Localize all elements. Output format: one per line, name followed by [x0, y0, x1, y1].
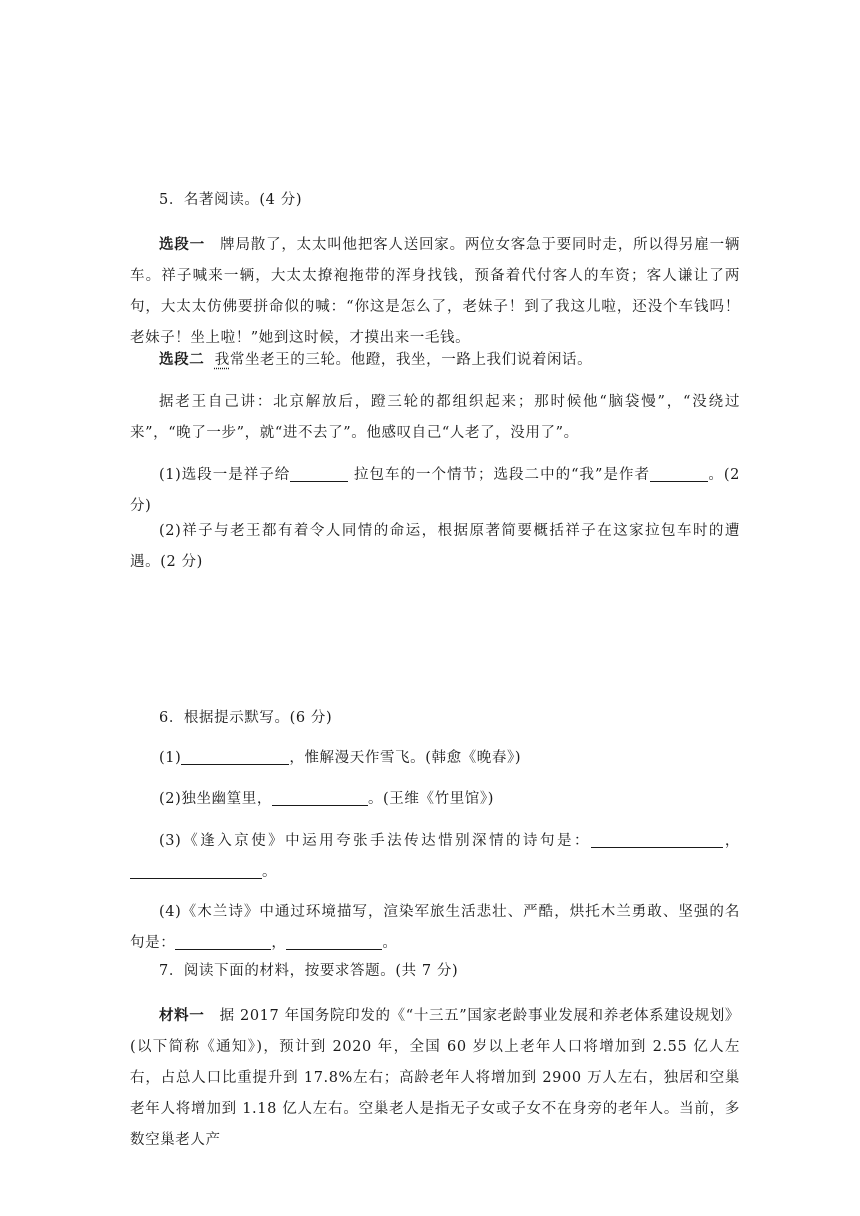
material1-text: 据 2017 年国务院印发的《“十三五”国家老龄事业发展和养老体系建设规划》(以下简称《通知》)，预计到 2020 年，全国 60 岁以上老年人口将增加到 2.55 亿人左右，占总人口比重提升到 17.8%左右；高龄老年人将增加到 2900 万人左右，独居和空巢老年人将增加到 1.18 亿人左右。空巢老人是指无子女或子女不在身旁的老年人。当前，多数空巢老人产 [130, 1008, 740, 1148]
q7-material1 [130, 1000, 740, 1156]
q5-heading: 5．名著阅读。(4 分) [159, 192, 303, 208]
answer-blank[interactable] [175, 931, 271, 950]
q5-sub2: (2)祥子与老王都有着令人同情的命运，根据原著简要概括祥子在这家拉包车时的遭遇。(2 分) [130, 523, 740, 570]
excerpt2-first-char: 我 [214, 352, 230, 368]
excerpt1-label: 选段一 [159, 236, 205, 253]
answer-blank[interactable] [272, 787, 368, 806]
q5-excerpt2-para2: 据老王自己讲：北京解放后，蹬三轮的都组织起来；那时候他“脑袋慢”，“没绕过来”，“晚了一步”，就“进不去了”。他感叹自己“人老了，没用了”。 [130, 394, 740, 441]
q5-excerpt2 [130, 344, 740, 376]
q5-excerpt1 [130, 229, 740, 354]
excerpt2-text: 常坐老王的三轮。他蹬，我坐，一路上我们说着闲话。 [229, 352, 593, 368]
q6-line3: (3)《逢入京使》中运用夸张手法传达惜别深情的诗句是： ，。 [130, 826, 740, 888]
q6-heading: 6．根据提示默写。(6 分) [159, 710, 333, 726]
answer-blank[interactable] [286, 931, 382, 950]
answer-blank[interactable] [290, 463, 348, 482]
q6-line1: (1) ，惟解漫天作雪飞。(韩愈《晚春》) [130, 743, 740, 774]
q5-sub1: (1)选段一是祥子给 拉包车的一个情节；选段二中的“我”是作者 。(2 分) [130, 460, 740, 522]
answer-blank[interactable] [650, 463, 708, 482]
answer-blank[interactable] [130, 860, 262, 879]
q6-line2: (2)独坐幽篁里， 。(王维《竹里馆》) [130, 784, 740, 815]
q6-line4: (4)《木兰诗》中通过环境描写，渲染军旅生活悲壮、严酷，烘托木兰勇敢、坚强的名句是： ， 。 [130, 904, 740, 951]
answer-blank[interactable] [591, 829, 723, 848]
answer-blank[interactable] [181, 746, 289, 765]
excerpt2-label: 选段二 [159, 351, 205, 368]
excerpt1-text: 牌局散了，太太叫他把客人送回家。两位女客急于要同时走，所以得另雇一辆车。祥子喊来一辆，大太太撩袍拖带的浑身找钱，预备着代付客人的车资；客人谦让了两句，大太太仿佛要拼命似的喊：“你这是怎么了，老妹子！到了我这儿啦，还没个车钱吗！老妹子！坐上啦！”她到这时候，才摸出来一毛钱。 [130, 237, 740, 346]
material1-label: 材料一 [159, 1007, 205, 1024]
q7-heading: 7．阅读下面的材料，按要求答题。(共 7 分) [159, 963, 459, 979]
